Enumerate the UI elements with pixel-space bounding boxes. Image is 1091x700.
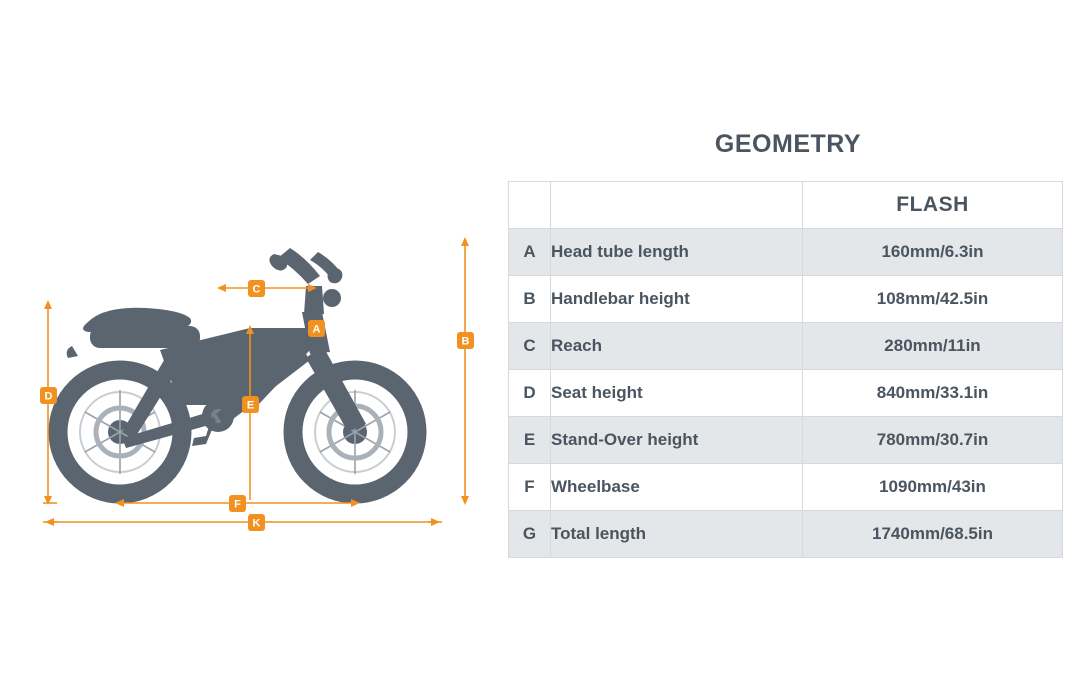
row-letter: C — [509, 323, 551, 370]
header-model-cell: FLASH — [803, 182, 1063, 229]
marker-D-label: D — [44, 390, 53, 403]
header-letter-cell — [509, 182, 551, 229]
bike-diagram-panel — [0, 0, 500, 700]
header-label-cell — [551, 182, 803, 229]
bike-geometry-diagram — [10, 200, 490, 560]
marker-C-label: C — [252, 283, 261, 296]
table-row — [509, 511, 1063, 558]
row-letter: B — [509, 276, 551, 323]
marker-F — [229, 495, 246, 512]
marker-C — [248, 280, 265, 297]
row-label: Stand-Over height — [551, 417, 803, 464]
row-value: 780mm/30.7in — [803, 417, 1063, 464]
bike-silhouette — [58, 248, 417, 494]
marker-A — [308, 320, 325, 337]
marker-F-label: F — [234, 498, 241, 511]
row-value: 160mm/6.3in — [803, 229, 1063, 276]
table-header-row — [509, 182, 1063, 229]
table-row — [509, 417, 1063, 464]
geometry-table-panel — [508, 130, 1068, 558]
marker-K — [248, 514, 265, 531]
row-value: 280mm/11in — [803, 323, 1063, 370]
marker-E — [242, 396, 259, 413]
row-value: 1090mm/43in — [803, 464, 1063, 511]
row-letter: E — [509, 417, 551, 464]
table-row — [509, 323, 1063, 370]
row-value: 108mm/42.5in — [803, 276, 1063, 323]
table-row — [509, 464, 1063, 511]
marker-K-label: K — [252, 517, 261, 530]
row-label: Seat height — [551, 370, 803, 417]
row-label: Head tube length — [551, 229, 803, 276]
row-letter: F — [509, 464, 551, 511]
row-label: Wheelbase — [551, 464, 803, 511]
marker-E-label: E — [246, 399, 255, 412]
page-title: GEOMETRY — [714, 130, 862, 158]
row-label: Total length — [551, 511, 803, 558]
marker-A-label: A — [312, 323, 321, 336]
table-row — [509, 276, 1063, 323]
geometry-table-body — [509, 229, 1063, 558]
table-row — [509, 370, 1063, 417]
row-value: 1740mm/68.5in — [803, 511, 1063, 558]
marker-D — [40, 387, 57, 404]
row-label: Reach — [551, 323, 803, 370]
marker-B-label: B — [461, 335, 470, 348]
row-letter: A — [509, 229, 551, 276]
table-row — [509, 229, 1063, 276]
marker-B — [457, 332, 474, 349]
geometry-table — [508, 181, 1063, 558]
row-label: Handlebar height — [551, 276, 803, 323]
row-value: 840mm/33.1in — [803, 370, 1063, 417]
row-letter: G — [509, 511, 551, 558]
row-letter: D — [509, 370, 551, 417]
